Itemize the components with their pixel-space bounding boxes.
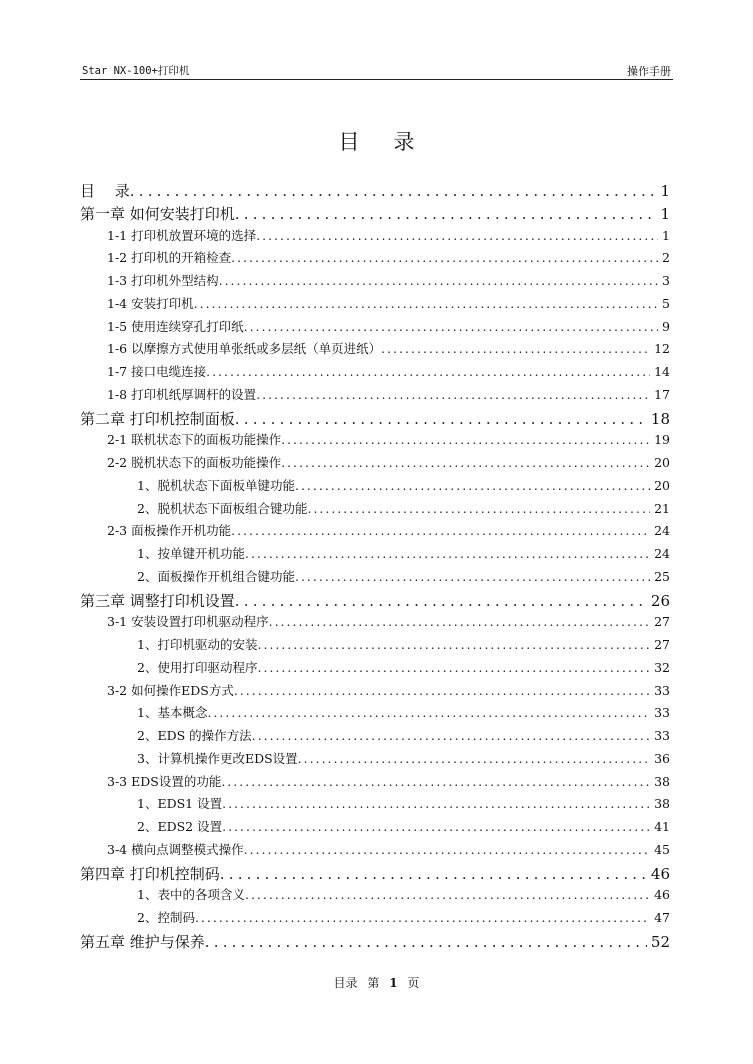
toc-entry[interactable] [137,567,670,585]
toc-entry[interactable] [107,772,670,790]
toc-entry[interactable] [107,362,670,380]
toc-entry-page: 41 [654,819,670,834]
toc-entry[interactable] [80,863,670,884]
toc-leader-dots [281,432,650,447]
toc-entry-label: 第五章 维护与保养 [80,932,205,951]
toc-leader-dots [205,933,647,951]
toc-leader-dots [269,614,650,629]
toc-entry-page: 20 [654,477,670,493]
toc-entry[interactable] [107,681,670,699]
toc-leader-dots [256,228,658,243]
toc-entry-label: 2、控制码 [137,910,195,925]
toc-entry-page: 1 [662,227,670,243]
toc-leader-dots [130,182,657,200]
toc-entry[interactable] [107,226,670,244]
toc-leader-dots [231,250,658,265]
toc-entry-label: 2-2 脱机状态下的面板功能操作 [107,455,282,470]
toc-entry[interactable] [137,749,670,767]
toc-leader-dots [257,637,650,652]
toc-entry[interactable] [137,726,670,744]
toc-entry-page: 2 [662,250,670,266]
toc-entry-label: 1、基本概念 [137,705,208,721]
toc-leader-dots [256,387,650,402]
toc-entry-page: 9 [662,318,670,334]
toc-leader-dots [298,751,650,766]
toc-entry[interactable] [80,180,670,201]
toc-leader-dots [245,887,650,902]
toc-entry-page: 33 [654,705,670,721]
toc-leader-dots [195,910,650,925]
toc-entry-page: 33 [654,728,670,743]
toc-entry-page: 1 [660,204,670,223]
toc-entry-page: 27 [654,637,670,652]
toc-leader-dots [222,819,650,834]
toc-entry-label: 1-1 打印机放置环境的选择 [107,227,257,243]
toc-leader-dots [221,774,650,789]
toc-entry[interactable] [80,203,670,224]
toc-entry-page: 5 [662,295,670,311]
toc-entry-page: 36 [654,750,670,766]
toc-leader-dots [245,546,650,561]
toc-entry[interactable] [137,476,670,494]
toc-entry[interactable] [137,635,670,653]
toc-entry-label: 1-8 打印机纸厚调杆的设置 [107,386,257,402]
toc-entry[interactable] [137,658,670,676]
toc-entry-label: 2、使用打印驱动程序 [137,659,258,675]
toc-entry-label: 1-6 以摩擦方式使用单张纸或多层纸（单页进纸） [107,341,382,357]
toc-entry-page: 1 [660,182,670,200]
toc-entry-page: 45 [654,841,670,857]
toc-entry-page: 12 [654,341,670,357]
toc-leader-dots [194,296,658,311]
toc-entry-label: 1、表中的各项含义 [137,887,245,903]
toc-entry-page: 26 [650,591,670,610]
toc-entry[interactable] [107,840,670,858]
toc-entry-page: 27 [654,614,670,630]
toc-leader-dots [244,842,650,857]
toc-entry[interactable] [107,271,670,289]
toc-entry[interactable] [137,817,670,835]
header-doc-type: 操作手册 [627,65,671,78]
toc-entry-label: 2-1 联机状态下的面板功能操作 [107,432,282,448]
toc-entry-page: 24 [654,546,670,561]
toc-leader-dots [235,205,657,223]
toc-entry[interactable] [137,908,670,926]
toc-entry-label: 第四章 打印机控制码 [80,864,220,883]
toc-entry-label: 1-2 打印机的开箱检查 [107,250,232,266]
toc-entry[interactable] [107,521,670,539]
toc-leader-dots [207,705,650,720]
toc-leader-dots [307,501,650,516]
toc-entry-label: 1-7 接口电缆连接 [107,364,207,379]
toc-entry-page: 19 [654,432,670,448]
page-title: 目录 [338,130,449,154]
toc-leader-dots [244,319,658,334]
footer-prefix: 目录 [333,976,358,990]
toc-entry-label: 2、脱机状态下面板组合键功能 [137,500,308,516]
footer-word-2: 页 [407,976,420,990]
toc-entry[interactable] [137,794,670,812]
toc-entry-label: 3、计算机操作更改EDS设置 [137,750,298,766]
toc-leader-dots [295,569,650,584]
toc-entry-page: 32 [654,659,670,675]
toc-entry[interactable] [107,612,670,630]
toc-entry-label: 3-1 安装设置打印机驱动程序 [107,614,269,630]
toc-entry-label: 1-5 使用连续穿孔打印纸 [107,318,244,334]
toc-entry[interactable] [137,703,670,721]
toc-entry-label: 3-4 横向点调整模式操作 [107,841,244,857]
toc-entry-label: 1-4 安装打印机 [107,295,194,311]
toc-entry-label: 目 录 [80,182,130,200]
toc-entry-page: 33 [654,682,670,698]
toc-leader-dots [206,364,650,379]
toc-entry-page: 47 [654,910,670,925]
toc-entry-label: 1、脱机状态下面板单键功能 [137,477,295,493]
toc-leader-dots [295,478,650,493]
toc-entry-page: 25 [654,568,670,584]
toc-entry-page: 24 [654,523,670,539]
toc-entry-label: 1、按单键开机功能 [137,546,245,561]
toc-entry-page: 21 [654,500,670,516]
toc-entry-label: 2-3 面板操作开机功能 [107,523,232,539]
toc-entry-label: 2、EDS2 设置 [137,819,223,834]
toc-entry[interactable] [80,931,670,952]
toc-entry-page: 18 [650,409,670,428]
toc-entry[interactable] [107,248,670,266]
toc-entry[interactable] [107,430,670,448]
toc-entry-label: 3-3 EDS设置的功能 [107,773,222,789]
toc-entry-page: 3 [662,273,670,288]
page-header [80,63,673,80]
toc-entry[interactable] [107,453,670,471]
toc-leader-dots [220,865,647,883]
toc-entry-page: 46 [650,864,670,883]
toc-leader-dots [231,523,650,538]
toc-entry[interactable] [137,544,670,562]
header-product: Star NX-100+打印机 [82,65,190,77]
toc-entry-label: 1-3 打印机外型结构 [107,273,219,288]
toc-entry[interactable] [107,317,670,335]
toc-leader-dots [219,273,658,288]
footer-word-1: 第 [367,976,380,990]
toc-leader-dots [381,341,650,356]
toc-entry[interactable] [80,408,670,429]
toc-leader-dots [257,660,650,675]
toc-entry[interactable] [107,339,670,357]
toc-leader-dots [235,592,647,610]
toc-entry-page: 17 [654,386,670,402]
toc-entry-label: 第三章 调整打印机设置 [80,591,235,610]
toc-entry-page: 52 [650,932,670,951]
toc-entry-page: 20 [654,455,670,470]
toc-leader-dots [235,410,647,428]
toc-entry[interactable] [107,385,670,403]
page-footer [0,974,753,991]
toc-entry-label: 第一章 如何安装打印机 [80,204,235,223]
footer-page-number: 1 [389,976,398,990]
toc-leader-dots [222,796,650,811]
toc-leader-dots [234,683,650,698]
toc-entry[interactable] [80,590,670,611]
toc-entry-label: 2、EDS 的操作方法 [137,728,252,743]
toc-leader-dots [281,455,650,470]
toc-entry-page: 14 [654,364,670,379]
toc-entry-label: 3-2 如何操作EDS方式 [107,682,234,698]
toc-entry-label: 1、EDS1 设置 [137,796,223,812]
toc-leader-dots [252,728,650,743]
toc-entry-label: 第二章 打印机控制面板 [80,409,235,428]
toc-entry-label: 1、打印机驱动的安装 [137,637,258,652]
toc-entry[interactable] [137,499,670,517]
toc-entry-page: 38 [654,796,670,812]
toc-entry[interactable] [137,885,670,903]
toc-entry-page: 38 [654,773,670,789]
toc-entry-page: 46 [654,887,670,903]
toc-entry-label: 2、面板操作开机组合键功能 [137,568,295,584]
toc-entry[interactable] [107,294,670,312]
